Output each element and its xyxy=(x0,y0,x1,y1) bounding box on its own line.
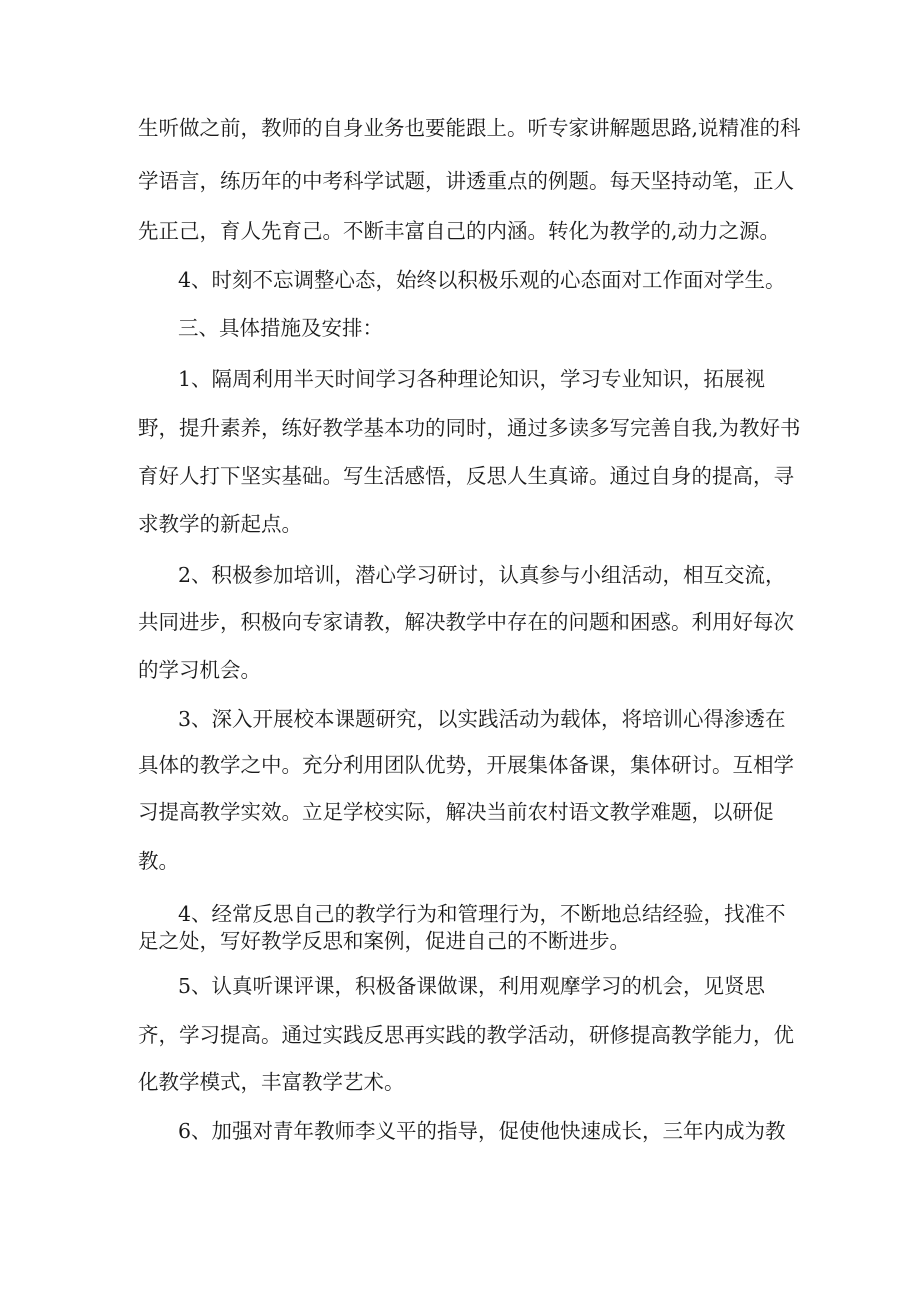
text-line: 齐，学习提高。通过实践反思再实践的教学活动，研修提高教学能力，优 xyxy=(138,1023,794,1047)
text-line: 的学习机会。 xyxy=(138,658,261,682)
text-line: 先正己，育人先育己。不断丰富自己的内涵。转化为教学的,动力之源。 xyxy=(138,219,781,243)
text-line: 生听做之前，教师的自身业务也要能跟上。听专家讲解题思路,说精准的科 xyxy=(138,116,801,140)
text-line: 求教学的新起点。 xyxy=(138,512,302,536)
text-line: 具体的教学之中。充分利用团队优势，开展集体备课，集体研讨。互相学 xyxy=(138,753,794,777)
text-line: 野，提升素养，练好教学基本功的同时，通过多读多写完善自我,为教好书 xyxy=(138,416,801,440)
text-line: 3、深入开展校本课题研究，以实践活动为载体，将培训心得渗透在 xyxy=(178,707,786,731)
text-line: 足之处，写好教学反思和案例，促进自己的不断进步。 xyxy=(138,929,630,953)
section-heading: 三、具体措施及安排： xyxy=(178,316,383,340)
text-line: 共同进步，积极向专家请教，解决教学中存在的问题和困惑。利用好每次 xyxy=(138,610,794,634)
text-line: 4、经常反思自己的教学行为和管理行为，不断地总结经验，找准不 xyxy=(178,902,786,926)
text-line: 2、积极参加培训，潜心学习研讨，认真参与小组活动，相互交流， xyxy=(178,563,786,587)
text-line: 育好人打下坚实基础。写生活感悟，反思人生真谛。通过自身的提高，寻 xyxy=(138,464,794,488)
text-line: 1、隔周利用半天时间学习各种理论知识，学习专业知识，拓展视 xyxy=(178,367,766,391)
text-line: 4、时刻不忘调整心态，始终以积极乐观的心态面对工作面对学生。 xyxy=(178,268,786,292)
text-line: 学语言，练历年的中考科学试题，讲透重点的例题。每天坚持动笔，正人 xyxy=(138,169,794,193)
text-line: 教。 xyxy=(138,849,179,873)
text-line: 5、认真听课评课，积极备课做课，利用观摩学习的机会，见贤思 xyxy=(178,974,766,998)
text-line: 习提高教学实效。立足学校实际，解决当前农村语文教学难题，以研促 xyxy=(138,800,774,824)
text-line: 6、加强对青年教师李义平的指导，促使他快速成长，三年内成为教 xyxy=(178,1119,786,1143)
text-line: 化教学模式，丰富教学艺术。 xyxy=(138,1070,405,1094)
